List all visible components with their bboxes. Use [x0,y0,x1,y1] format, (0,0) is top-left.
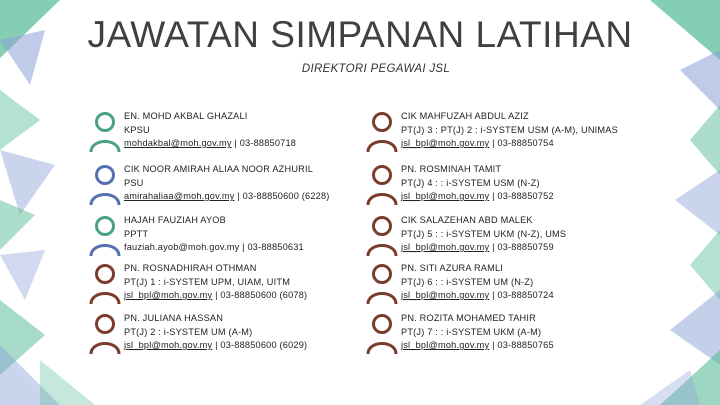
deco-triangle [680,50,720,110]
staff-phone: | 03-88850765 [489,340,554,350]
user-icon [365,312,399,356]
staff-email-link[interactable]: mohdakbal@moh.gov.my [124,138,232,148]
staff-role: PT(J) 7 : : i-SYSTEM UKM (A-M) [401,326,542,337]
staff-phone: | 03-88850600 (6228) [234,191,330,201]
staff-phone: | 03-88850754 [489,138,554,148]
staff-role: PPTT [124,228,149,239]
staff-name: CIK MAHFUZAH ABDUL AZIZ [401,111,529,121]
staff-name: PN. ROZITA MOHAMED TAHIR [401,313,536,323]
staff-phone: | 03-88850718 [231,138,297,148]
staff-role: PT(J) 2 : i-SYSTEM UM (A-M) [124,326,253,337]
staff-entry [88,110,358,154]
staff-entry [365,110,635,154]
staff-email-link[interactable]: amirahaliaa@moh.gov.my [124,191,235,201]
deco-triangle [0,90,40,150]
staff-entry [365,163,635,207]
deco-triangle [0,250,45,300]
deco-triangle [40,360,95,405]
staff-email-link[interactable]: jsl_bpl@moh.gov.my [124,340,213,350]
staff-phone: | 03-88850600 (6078) [212,290,308,300]
staff-email[interactable]: fauziah.ayob@moh.gov.my [124,242,240,252]
user-icon [365,262,399,306]
staff-email-link[interactable]: jsl_bpl@moh.gov.my [401,340,490,350]
staff-entry [88,214,358,258]
deco-triangle [675,170,720,235]
staff-role: KPSU [124,124,150,135]
staff-role: PT(J) 5 : : i-SYSTEM UKM (N-Z), UMS [401,228,567,239]
staff-role: PSU [124,177,144,188]
staff-name: PN. ROSNADHIRAH OTHMAN [124,263,257,273]
staff-email-link[interactable]: jsl_bpl@moh.gov.my [401,242,490,252]
staff-email-link[interactable]: jsl_bpl@moh.gov.my [401,191,490,201]
deco-triangle [690,230,720,300]
staff-entry [365,214,635,258]
page-subtitle: DIREKTORI PEGAWAI JSL [301,63,451,75]
staff-name: EN. MOHD AKBAL GHAZALI [124,111,248,121]
staff-role: PT(J) 6 : : i-SYSTEM UM (N-Z) [401,276,534,287]
staff-phone: | 03-88850759 [489,242,554,252]
user-icon [88,312,122,356]
deco-triangle [690,105,720,175]
left-decoration-triangles [0,0,95,405]
staff-phone: | 03-88850724 [489,290,554,300]
user-icon [88,262,122,306]
staff-role: PT(J) 3 : PT(J) 2 : i-SYSTEM USM (A-M), UNIMAS [401,124,618,135]
staff-entry [365,262,635,306]
staff-name: CIK NOOR AMIRAH ALIAA NOOR AZHURIL [124,164,314,174]
user-icon [88,163,122,207]
staff-phone: | 03-88850752 [489,191,554,201]
right-decoration-triangles [640,0,720,405]
user-icon [365,163,399,207]
deco-triangle [0,200,35,250]
page-title: JAWATAN SIMPANAN LATIHAN [87,14,633,55]
staff-role: PT(J) 1 : i-SYSTEM UPM, UIAM, UITM [124,276,291,287]
staff-entry [88,163,358,207]
staff-name: PN. SITI AZURA RAMLI [401,263,504,273]
staff-email-link[interactable]: jsl_bpl@moh.gov.my [401,290,490,300]
user-icon [88,110,122,154]
staff-role: PT(J) 4 : : i-SYSTEM USM (N-Z) [401,177,540,188]
staff-email-link[interactable]: jsl_bpl@moh.gov.my [124,290,213,300]
user-icon [88,214,122,258]
staff-phone: | 03-88850631 [239,242,304,252]
staff-entry [365,312,635,356]
staff-name: PN. ROSMINAH TAMIT [401,164,502,174]
staff-name: HAJAH FAUZIAH AYOB [124,215,226,225]
staff-phone: | 03-88850600 (6029) [212,340,308,350]
deco-triangle [670,290,720,365]
staff-email-link[interactable]: jsl_bpl@moh.gov.my [401,138,490,148]
staff-name: CIK SALAZEHAN ABD MALEK [401,215,533,225]
staff-entry [88,312,358,356]
staff-name: PN. JULIANA HASSAN [124,313,224,323]
user-icon [365,110,399,154]
user-icon [365,214,399,258]
staff-entry [88,262,358,306]
deco-triangle [640,370,700,405]
